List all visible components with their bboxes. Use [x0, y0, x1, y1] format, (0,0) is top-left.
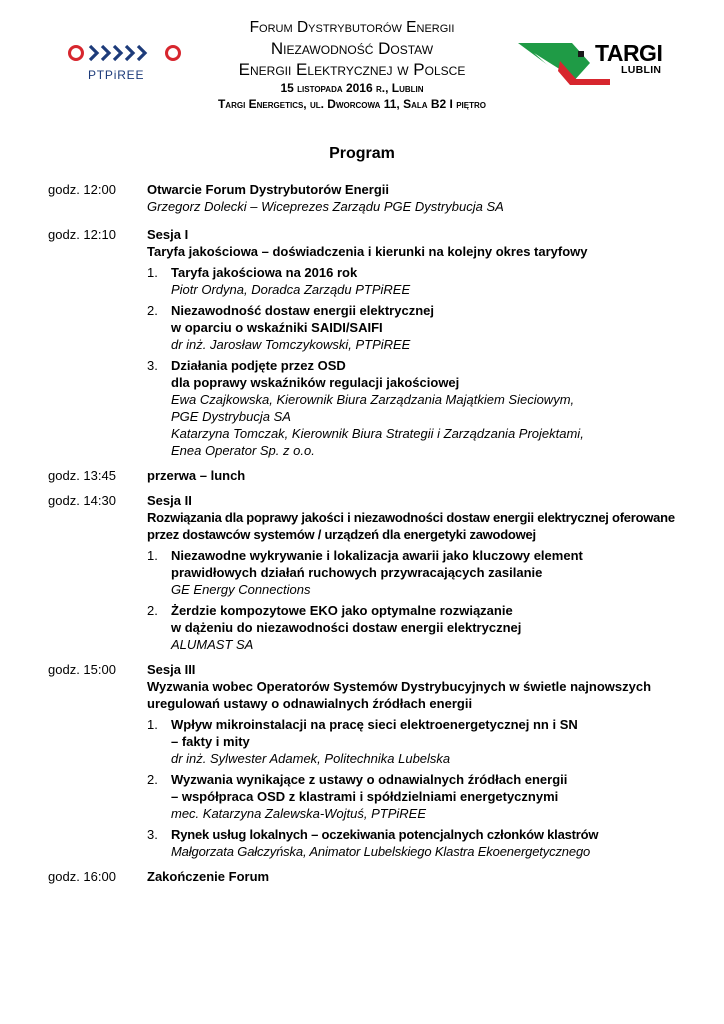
item-speaker: dr inż. Sylwester Adamek, Politechnika Lubelska: [171, 751, 451, 766]
agenda-item: [147, 264, 688, 298]
header-date: 15 listopada 2016 r., Lublin: [280, 81, 424, 95]
slot-time: godz. 12:00: [48, 182, 116, 197]
slot-content: [147, 661, 688, 860]
program-list: [48, 181, 688, 885]
item-speaker: mec. Katarzyna Zalewska-Wojtuś, PTPiREE: [171, 806, 427, 821]
session-heading: Sesja II: [147, 493, 192, 508]
session-subtitle: Rozwiązania dla poprawy jakości i niezawodności dostaw energii elektrycznej oferowane przez dostawców systemów / urządzeń dla energetyki zawodowej: [147, 510, 675, 542]
item-number: 1.: [147, 265, 158, 280]
item-title: w dążeniu do niezawodności dostaw energii elektrycznej: [171, 620, 522, 635]
slot-heading: Zakończenie Forum: [147, 869, 270, 884]
header-title-line-1: Niezawodność Dostaw: [270, 39, 434, 58]
item-speaker: dr inż. Jarosław Tomczykowski, PTPiREE: [171, 337, 411, 352]
item-number: 2.: [147, 772, 158, 787]
item-text: [171, 826, 688, 860]
header-forum-name: Forum Dystrybutorów Energii: [249, 19, 455, 36]
item-title: – współpraca OSD z klastrami i spółdzielniami energetycznymi: [171, 789, 559, 804]
slot-content: [147, 868, 688, 885]
session-subtitle: Wyzwania wobec Operatorów Systemów Dystrybucyjnych w świetle najnowszych uregulowań ustawy o odnawialnych źródłach energii: [147, 679, 652, 711]
slot-heading: przerwa – lunch: [147, 468, 246, 483]
item-text: [171, 602, 688, 653]
item-number: 1.: [147, 717, 158, 732]
item-title: w oparciu o wskaźniki SAIDI/SAIFI: [171, 320, 383, 335]
item-speaker: Piotr Ordyna, Doradca Zarządu PTPiREE: [171, 282, 411, 297]
item-title: Niezawodne wykrywanie i lokalizacja awarii jako kluczowy element: [171, 548, 583, 563]
item-speaker: Małgorzata Gałczyńska, Animator Lubelskiego Klastra Ekoenergetycznego: [171, 844, 591, 859]
item-title: Wpływ mikroinstalacji na pracę sieci elektroenergetycznej nn i SN: [171, 717, 578, 732]
item-title: Rynek usług lokalnych – oczekiwania potencjalnych członków klastrów: [171, 827, 599, 842]
session-heading: Sesja I: [147, 227, 189, 242]
item-number: 1.: [147, 548, 158, 563]
slot-time: godz. 14:30: [48, 493, 116, 508]
session-subtitle: Taryfa jakościowa – doświadczenia i kierunki na kolejny okres taryfowy: [147, 244, 588, 259]
slot-time: godz. 16:00: [48, 869, 116, 884]
agenda-item: [147, 547, 688, 598]
item-speaker: Enea Operator Sp. z o.o.: [171, 443, 315, 458]
slot-content: [147, 226, 688, 459]
item-title: Żerdzie kompozytowe EKO jako optymalne rozwiązanie: [171, 603, 513, 618]
program-slot: [48, 181, 688, 215]
item-title: Niezawodność dostaw energii elektrycznej: [171, 303, 434, 318]
item-title: dla poprawy wskaźników regulacji jakościowej: [171, 375, 460, 390]
ptpiree-logo-mark: [66, 42, 184, 68]
item-text: [171, 716, 688, 767]
slot-content: [147, 492, 688, 653]
program-slot: [48, 868, 688, 885]
slot-time: godz. 12:10: [48, 227, 116, 242]
item-title: Wyzwania wynikające z ustawy o odnawialnych źródłach energii: [171, 772, 568, 787]
item-text: [171, 302, 688, 353]
item-number: 3.: [147, 358, 158, 373]
slot-content: [147, 467, 688, 484]
agenda-item: [147, 826, 688, 860]
item-speaker: Katarzyna Tomczak, Kierownik Biura Strategii i Zarządzania Projektami,: [171, 426, 584, 441]
header-venue: Targi Energetics, ul. Dworcowa 11, Sala B2 I piętro: [217, 97, 487, 111]
item-title: Działania podjęte przez OSD: [171, 358, 346, 373]
item-text: [171, 357, 688, 459]
lublin-logo-text: LUBLIN: [621, 64, 662, 76]
item-speaker: Ewa Czajkowska, Kierownik Biura Zarządzania Majątkiem Sieciowym,: [171, 392, 575, 407]
agenda-item: [147, 302, 688, 353]
item-speaker: ALUMAST SA: [171, 637, 254, 652]
agenda-item: [147, 357, 688, 459]
program-slot: [48, 492, 688, 653]
item-title: prawidłowych działań ruchowych przywracających zasilanie: [171, 565, 543, 580]
session-heading: Sesja III: [147, 662, 196, 677]
item-text: [171, 771, 688, 822]
item-title: – fakty i mity: [171, 734, 250, 749]
item-speaker: GE Energy Connections: [171, 582, 311, 597]
targi-logo-text: TARGI: [595, 40, 663, 66]
agenda-item: [147, 716, 688, 767]
agenda-item: [147, 602, 688, 653]
document-header: [190, 18, 514, 112]
ptpiree-logo-text: PTPiREE: [88, 68, 145, 82]
slot-content: [147, 181, 688, 215]
slot-heading: Otwarcie Forum Dystrybutorów Energii: [147, 182, 389, 197]
item-speaker: PGE Dystrybucja SA: [171, 409, 291, 424]
item-number: 3.: [147, 827, 158, 842]
program-slot: [48, 467, 688, 484]
ptpiree-logo: [66, 42, 184, 86]
item-text: [171, 264, 688, 298]
agenda-item: [147, 771, 688, 822]
item-text: [171, 547, 688, 598]
slot-time: godz. 15:00: [48, 662, 116, 677]
program-slot: [48, 661, 688, 860]
program-slot: [48, 226, 688, 459]
page-title: Program: [329, 145, 395, 162]
item-title: Taryfa jakościowa na 2016 rok: [171, 265, 358, 280]
item-number: 2.: [147, 603, 158, 618]
targi-lublin-logo: [518, 41, 670, 87]
header-title-line-2: Energii Elektrycznej w Polsce: [238, 60, 466, 79]
slot-time: godz. 13:45: [48, 468, 116, 483]
item-number: 2.: [147, 303, 158, 318]
slot-speaker: Grzegorz Dolecki – Wiceprezes Zarządu PGE Dystrybucja SA: [147, 199, 504, 214]
